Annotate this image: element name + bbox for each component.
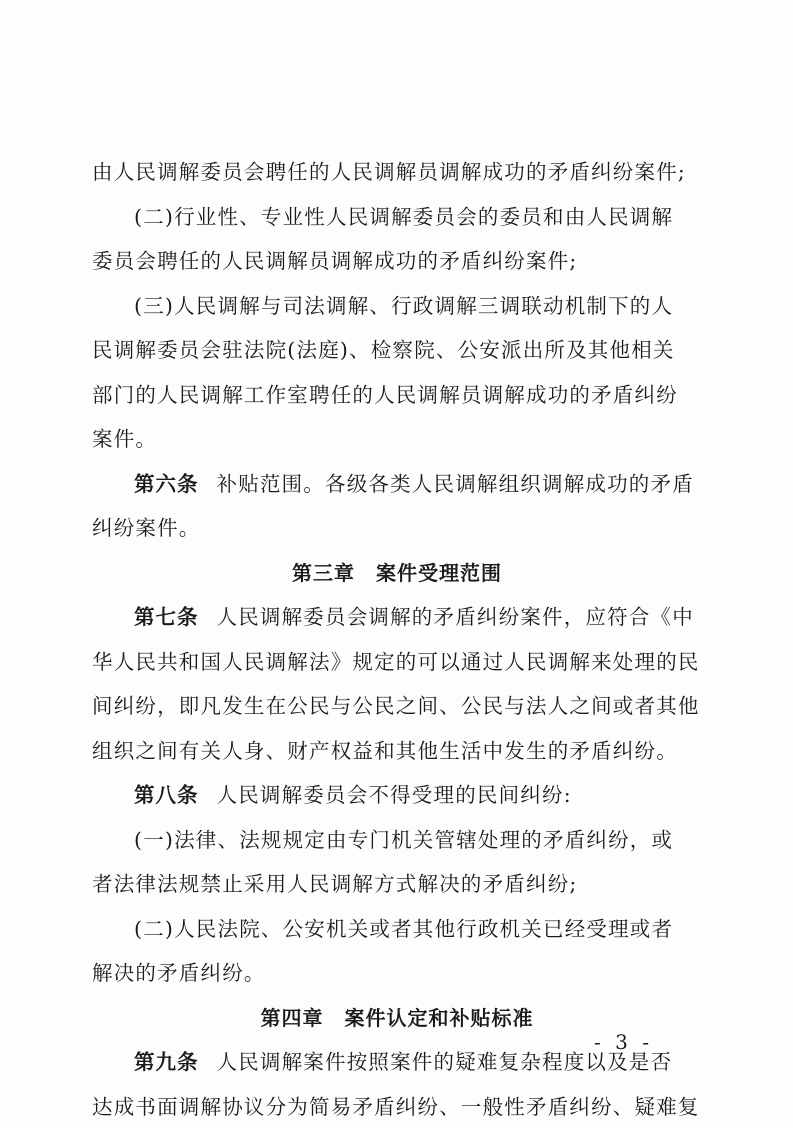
- article-text: 人民调解案件按照案件的疑难复杂程度以及是否: [217, 1050, 673, 1074]
- body-line: 由人民调解委员会聘任的人民调解员调解成功的矛盾纠纷案件;: [92, 150, 702, 195]
- article-text: 人民调解委员会调解的矛盾纠纷案件，应符合《中: [217, 605, 694, 629]
- page-number: - 3 -: [594, 1030, 653, 1054]
- body-line: 间纠纷，即凡发生在公民与公民之间、公民与法人之间或者其他: [92, 684, 702, 729]
- chapter-heading: 第四章 案件认定和补贴标准: [92, 996, 702, 1041]
- body-line: 案件。: [92, 417, 702, 462]
- body-line: 纠纷案件。: [92, 506, 702, 551]
- article-text: 补贴范围。各级各类人民调解组织调解成功的矛盾: [217, 472, 694, 496]
- body-line: 达成书面调解协议分为简易矛盾纠纷、一般性矛盾纠纷、疑难复: [92, 1085, 702, 1129]
- body-line: 解决的矛盾纠纷。: [92, 951, 702, 996]
- body-line: (一)法律、法规规定由专门机关管辖处理的矛盾纠纷，或: [92, 818, 702, 863]
- article-label: 第六条: [134, 472, 199, 496]
- body-line: 组织之间有关人身、财产权益和其他生活中发生的矛盾纠纷。: [92, 729, 702, 774]
- body-line: 者法律法规禁止采用人民调解方式解决的矛盾纠纷;: [92, 862, 702, 907]
- body-line: (二)行业性、专业性人民调解委员会的委员和由人民调解: [92, 195, 702, 240]
- article-line: [92, 462, 702, 507]
- chapter-heading: 第三章 案件受理范围: [92, 551, 702, 596]
- body-line: (三)人民调解与司法调解、行政调解三调联动机制下的人: [92, 284, 702, 329]
- body-line: 委员会聘任的人民调解员调解成功的矛盾纠纷案件;: [92, 239, 702, 284]
- article-line: [92, 773, 702, 818]
- document-body: [92, 150, 702, 1129]
- body-line: 华人民共和国人民调解法》规定的可以通过人民调解来处理的民: [92, 640, 702, 685]
- article-label: 第八条: [134, 783, 199, 807]
- body-line: 民调解委员会驻法院(法庭)、检察院、公安派出所及其他相关: [92, 328, 702, 373]
- article-label: 第九条: [134, 1050, 199, 1074]
- body-line: (二)人民法院、公安机关或者其他行政机关已经受理或者: [92, 907, 702, 952]
- article-text: 人民调解委员会不得受理的民间纠纷:: [217, 783, 572, 807]
- body-line: 部门的人民调解工作室聘任的人民调解员调解成功的矛盾纠纷: [92, 373, 702, 418]
- article-line: [92, 595, 702, 640]
- article-label: 第七条: [134, 605, 199, 629]
